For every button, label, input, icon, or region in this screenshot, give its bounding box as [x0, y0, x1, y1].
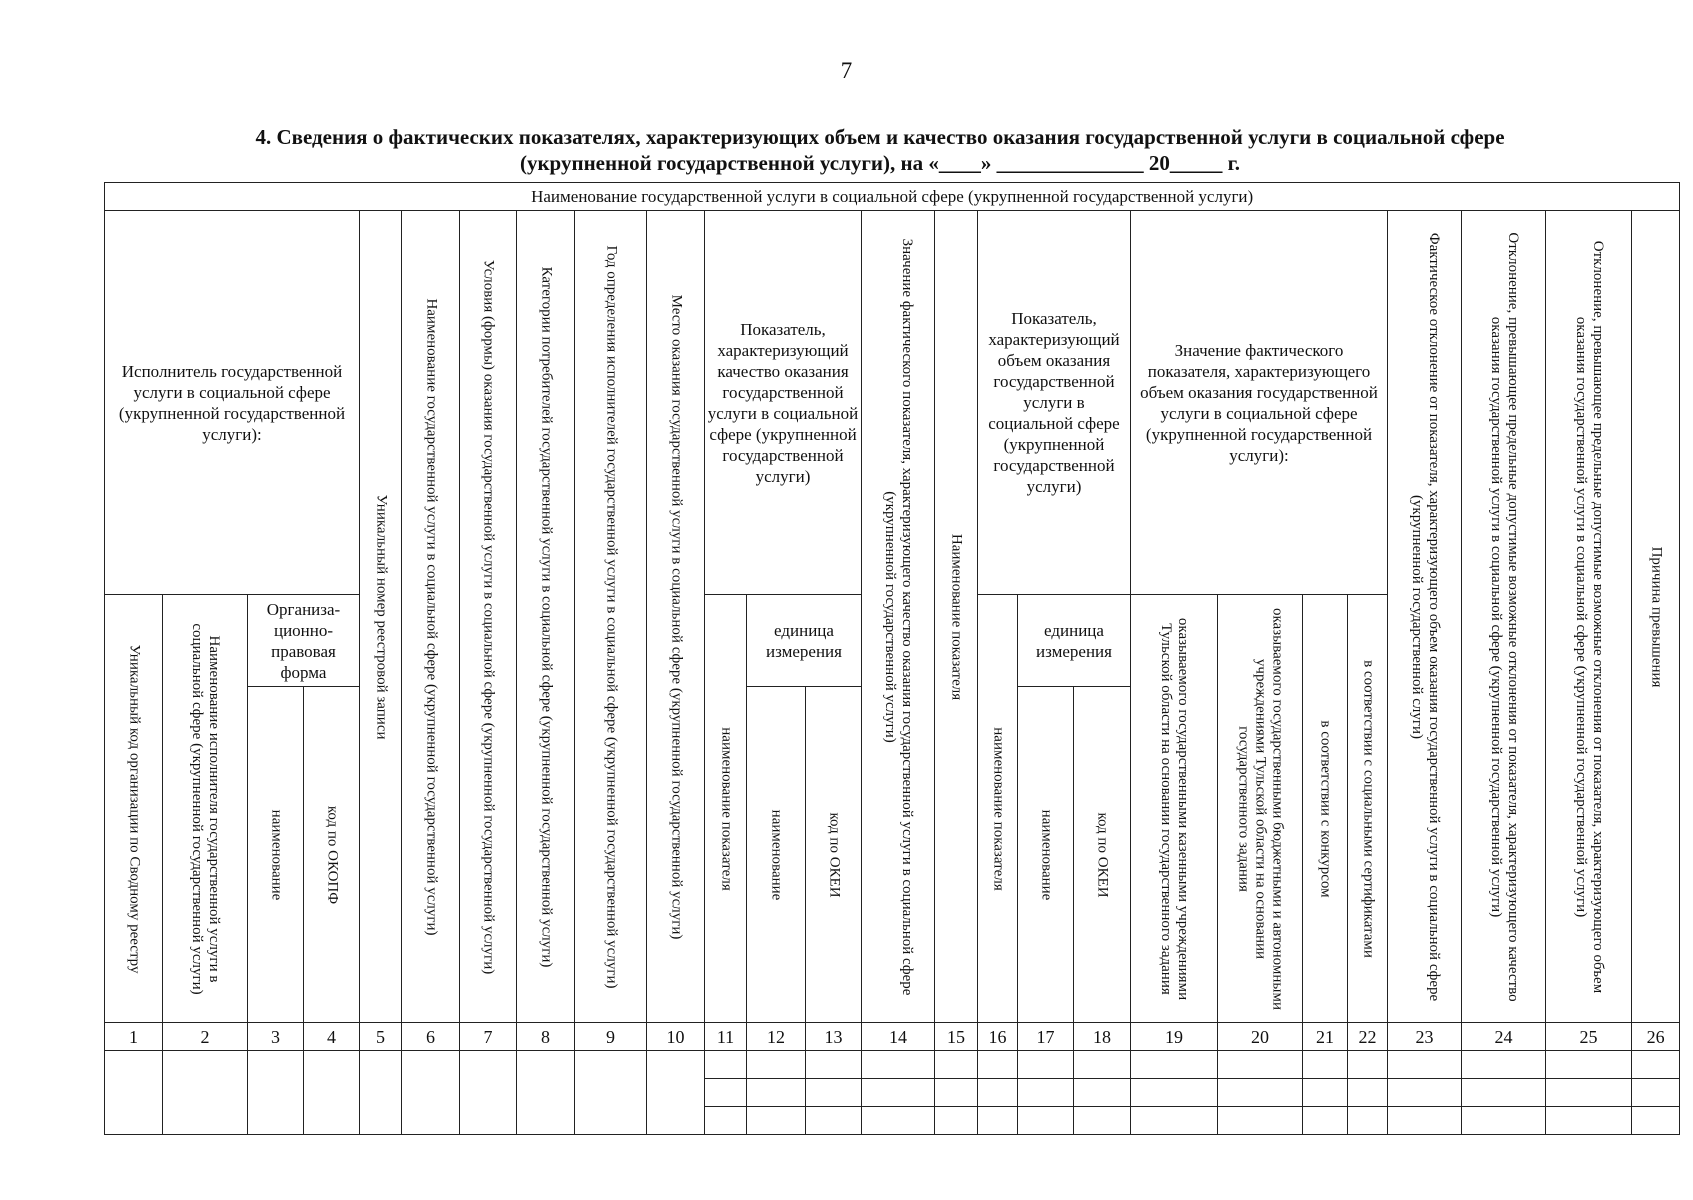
column-number: 2 — [163, 1023, 248, 1051]
col-25-header: Отклонение, превышающее предельные допустимые возможные отклонения от показателя, характеризующего объем оказания государственной услуги в социальной сфере (укрупненной государственной услуги) — [1546, 211, 1632, 1023]
quality-unit-group-header: единица измерения — [747, 595, 862, 687]
empty-cell — [862, 1107, 935, 1135]
empty-cell — [402, 1051, 460, 1135]
empty-cell — [1131, 1051, 1218, 1079]
column-number: 4 — [304, 1023, 360, 1051]
empty-cell — [978, 1051, 1018, 1079]
empty-cell — [163, 1051, 248, 1135]
column-number: 11 — [705, 1023, 747, 1051]
col-6-header: Наименование государственной услуги в социальной сфере (укрупненной государственной услуги) — [402, 211, 460, 1023]
col-3-header: наименование — [248, 687, 304, 1023]
column-number: 8 — [517, 1023, 575, 1051]
empty-cell — [1546, 1079, 1632, 1107]
volume-unit-group-header: единица измерения — [1018, 595, 1131, 687]
empty-cell — [806, 1107, 862, 1135]
col-19-header: оказываемого государственными казенными учреждениями Тульской области на основании государственного задания — [1131, 595, 1218, 1023]
col-12-header: наименование — [747, 687, 806, 1023]
col-5-header: Уникальный номер реестровой записи — [360, 211, 402, 1023]
empty-cell — [1632, 1051, 1680, 1079]
col-11-header: наименование показателя — [705, 595, 747, 1023]
empty-cell — [1131, 1079, 1218, 1107]
empty-cell — [1218, 1051, 1303, 1079]
column-number: 7 — [460, 1023, 517, 1051]
empty-cell — [647, 1051, 705, 1135]
empty-cell — [1462, 1079, 1546, 1107]
section-title — [150, 124, 1610, 176]
empty-cell — [1388, 1079, 1462, 1107]
empty-cell — [747, 1051, 806, 1079]
column-number: 20 — [1218, 1023, 1303, 1051]
empty-cell — [935, 1051, 978, 1079]
empty-cell — [1131, 1107, 1218, 1135]
column-number: 10 — [647, 1023, 705, 1051]
col-7-header: Условия (формы) оказания государственной услуги в социальной сфере (укрупненной государственной услуги) — [460, 211, 517, 1023]
col-23-header: Фактическое отклонение от показателя, характеризующего объем оказания государственной услуги в социальной сфере (укрупненной государственной слуги) — [1388, 211, 1462, 1023]
empty-cell — [806, 1051, 862, 1079]
empty-cell — [1348, 1079, 1388, 1107]
col-20-header: оказываемого государственными бюджетными и автономными учреждениями Тульской области на основании государственного задания — [1218, 595, 1303, 1023]
page-number: 7 — [840, 58, 853, 83]
empty-cell — [360, 1051, 402, 1135]
col-22-header: в соответствии с социальными сертификатами — [1348, 595, 1388, 1023]
column-number: 15 — [935, 1023, 978, 1051]
empty-cell — [460, 1051, 517, 1135]
empty-cell — [1348, 1107, 1388, 1135]
empty-cell — [1074, 1079, 1131, 1107]
empty-cell — [1546, 1051, 1632, 1079]
col-21-header: в соответствии с конкурсом — [1303, 595, 1348, 1023]
empty-cell — [304, 1051, 360, 1135]
column-number: 19 — [1131, 1023, 1218, 1051]
empty-cell — [1462, 1107, 1546, 1135]
empty-cell — [1074, 1051, 1131, 1079]
column-number: 22 — [1348, 1023, 1388, 1051]
empty-cell — [1388, 1107, 1462, 1135]
column-number: 14 — [862, 1023, 935, 1051]
col-26-header: Причина превышения — [1632, 211, 1680, 1023]
column-number: 3 — [248, 1023, 304, 1051]
column-number: 23 — [1388, 1023, 1462, 1051]
column-number: 9 — [575, 1023, 647, 1051]
empty-cell — [517, 1051, 575, 1135]
column-numbers-row — [105, 1023, 1680, 1051]
empty-cell — [862, 1051, 935, 1079]
empty-cell — [248, 1051, 304, 1135]
column-number: 24 — [1462, 1023, 1546, 1051]
table-row — [105, 1051, 1680, 1079]
indicators-table — [104, 182, 1680, 1135]
column-number: 17 — [1018, 1023, 1074, 1051]
col-17-header: наименование — [1018, 687, 1074, 1023]
empty-cell — [806, 1079, 862, 1107]
empty-cell — [1074, 1107, 1131, 1135]
executor-group-header: Исполнитель государственной услуги в социальной сфере (укрупненной государственной услуги): — [105, 211, 360, 595]
column-number: 6 — [402, 1023, 460, 1051]
empty-cell — [1303, 1107, 1348, 1135]
actual-volume-group-header: Значение фактического показателя, характеризующего объем оказания государственной услуги в социальной сфере (укрупненной государственной услуги): — [1131, 211, 1388, 595]
empty-cell — [1018, 1079, 1074, 1107]
empty-cell — [705, 1079, 747, 1107]
empty-cell — [935, 1107, 978, 1135]
service-name-header: Наименование государственной услуги в социальной сфере (укрупненной государственной услуги) — [105, 183, 1680, 211]
empty-cell — [1348, 1051, 1388, 1079]
col-15-header: Наименование показателя — [935, 211, 978, 1023]
volume-indicator-group-header: Показатель, характеризующий объем оказания государственной услуги в социальной сфере (укрупненной государственной услуги) — [978, 211, 1131, 595]
col-4-header: код по ОКОПФ — [304, 687, 360, 1023]
empty-cell — [1546, 1107, 1632, 1135]
column-number: 1 — [105, 1023, 163, 1051]
column-number: 16 — [978, 1023, 1018, 1051]
col-1-header: Уникальный код организации по Сводному реестру — [105, 595, 163, 1023]
empty-cell — [105, 1051, 163, 1135]
column-number: 21 — [1303, 1023, 1348, 1051]
empty-cell — [935, 1079, 978, 1107]
empty-cell — [747, 1107, 806, 1135]
empty-cell — [1218, 1079, 1303, 1107]
empty-cell — [747, 1079, 806, 1107]
empty-cell — [1632, 1107, 1680, 1135]
quality-indicator-group-header: Показатель, характеризующий качество оказания государственной услуги в социальной сфере (укрупненной государственной услуги) — [705, 211, 862, 595]
col-10-header: Место оказания государственной услуги в социальной сфере (укрупненной государственной услуги) — [647, 211, 705, 1023]
empty-cell — [705, 1051, 747, 1079]
empty-cell — [978, 1107, 1018, 1135]
empty-cell — [1632, 1079, 1680, 1107]
section-title-line-1: 4. Сведения о фактических показателях, характеризующих объем и качество оказания государственной услуги в социальной сфере — [255, 125, 1505, 149]
col-8-header: Категории потребителей государственной услуги в социальной сфере (укрупненной государственной услуги) — [517, 211, 575, 1023]
empty-cell — [1462, 1051, 1546, 1079]
empty-cell — [1388, 1051, 1462, 1079]
empty-cell — [1018, 1051, 1074, 1079]
col-24-header: Отклонение, превышающее предельные допустимые возможные отклонения от показателя, характеризующего качество оказания государственной услуги в социальной сфере (укрупненной государственной услуги) — [1462, 211, 1546, 1023]
column-number: 5 — [360, 1023, 402, 1051]
col-16-header: наименование показателя — [978, 595, 1018, 1023]
column-number: 18 — [1074, 1023, 1131, 1051]
column-number: 26 — [1632, 1023, 1680, 1051]
empty-cell — [1018, 1107, 1074, 1135]
empty-cell — [705, 1107, 747, 1135]
column-number: 25 — [1546, 1023, 1632, 1051]
org-form-group-header: Организа-ционно-правовая форма — [248, 595, 360, 687]
column-number: 13 — [806, 1023, 862, 1051]
column-number: 12 — [747, 1023, 806, 1051]
empty-cell — [1218, 1107, 1303, 1135]
empty-cell — [1303, 1051, 1348, 1079]
section-title-line-2: (укрупненной государственной услуги), на «____» ______________ 20_____ г. — [519, 151, 1241, 175]
empty-cell — [978, 1079, 1018, 1107]
col-14-header: Значение фактического показателя, характеризующего качество оказания государственной услуги в социальной сфере (укрупненной государственной услуги) — [862, 211, 935, 1023]
col-18-header: код по ОКЕИ — [1074, 687, 1131, 1023]
empty-cell — [1303, 1079, 1348, 1107]
col-2-header: Наименование исполнителя государственной услуги в социальной сфере (укрупненной государственной услуги) — [163, 595, 248, 1023]
col-9-header: Год определения исполнителей государственной услуги в социальной сфере (укрупненной государственной услуги) — [575, 211, 647, 1023]
col-13-header: код по ОКЕИ — [806, 687, 862, 1023]
empty-cell — [862, 1079, 935, 1107]
empty-cell — [575, 1051, 647, 1135]
